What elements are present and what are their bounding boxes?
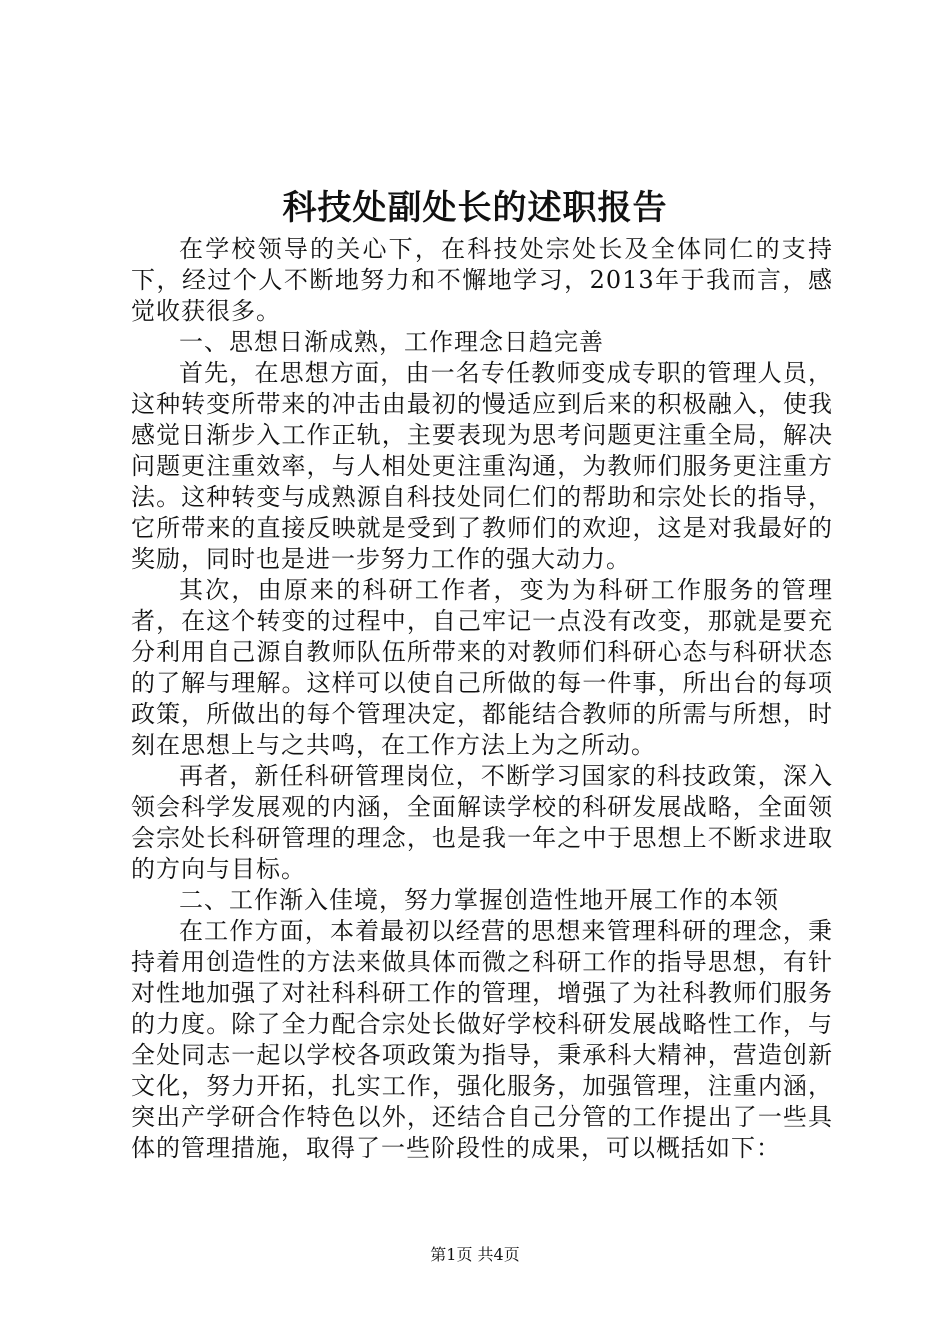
section-heading-2: 二、工作渐入佳境，努力掌握创造性地开展工作的本领 — [179, 886, 779, 914]
paragraph-first: 首先，在思想方面，由一名专任教师变成专职的管理人员，这种转变所带来的冲击由最初的慢适应到后来的积极融入，使我感觉日渐步入工作正轨，主要表现为思考问题更注重全局，解决问题更注重效率，与人相处更注重沟通，为教师们服务更注重方法。这种转变与成熟源自科技处同仁们的帮助和宗处长的指导，它所带来的直接反映就是受到了教师们的欢迎，这是对我最好的奖励，同时也是进一步努力工作的强大动力。 — [131, 359, 833, 573]
paragraph-intro: 在学校领导的关心下，在科技处宗处长及全体同仁的支持下，经过个人不断地努力和不懈地学习，2013年于我而言，感觉收获很多。 — [131, 235, 833, 325]
page-number-footer: 第1页 共4页 — [430, 1245, 520, 1264]
document-title: 科技处副处长的述职报告 — [282, 188, 668, 228]
document-body — [131, 234, 833, 1164]
paragraph-second: 其次，由原来的科研工作者，变为为科研工作服务的管理者，在这个转变的过程中，自己牢记一点没有改变，那就是要充分利用自己源自教师队伍所带来的对教师们科研心态与科研状态的了解与理解。这样可以使自己所做的每一件事，所出台的每项政策，所做出的每个管理决定，都能结合教师的所需与所想，时刻在思想上与之共鸣，在工作方法上为之所动。 — [131, 576, 833, 759]
paragraph-work: 在工作方面，本着最初以经营的思想来管理科研的理念，秉持着用创造性的方法来做具体而微之科研工作的指导思想，有针对性地加强了对社科科研工作的管理，增强了为社科教师们服务的力度。除了全力配合宗处长做好学校科研发展战略性工作，与全处同志一起以学校各项政策为指导，秉承科大精神，营造创新文化，努力开拓，扎实工作，强化服务，加强管理，注重内涵，突出产学研合作特色以外，还结合自己分管的工作提出了一些具体的管理措施，取得了一些阶段性的成果，可以概括如下： — [131, 917, 833, 1162]
section-heading-1: 一、思想日渐成熟，工作理念日趋完善 — [179, 328, 604, 356]
paragraph-third: 再者，新任科研管理岗位，不断学习国家的科技政策，深入领会科学发展观的内涵，全面解读学校的科研发展战略，全面领会宗处长科研管理的理念，也是我一年之中于思想上不断求进取的方向与目标。 — [131, 762, 833, 883]
